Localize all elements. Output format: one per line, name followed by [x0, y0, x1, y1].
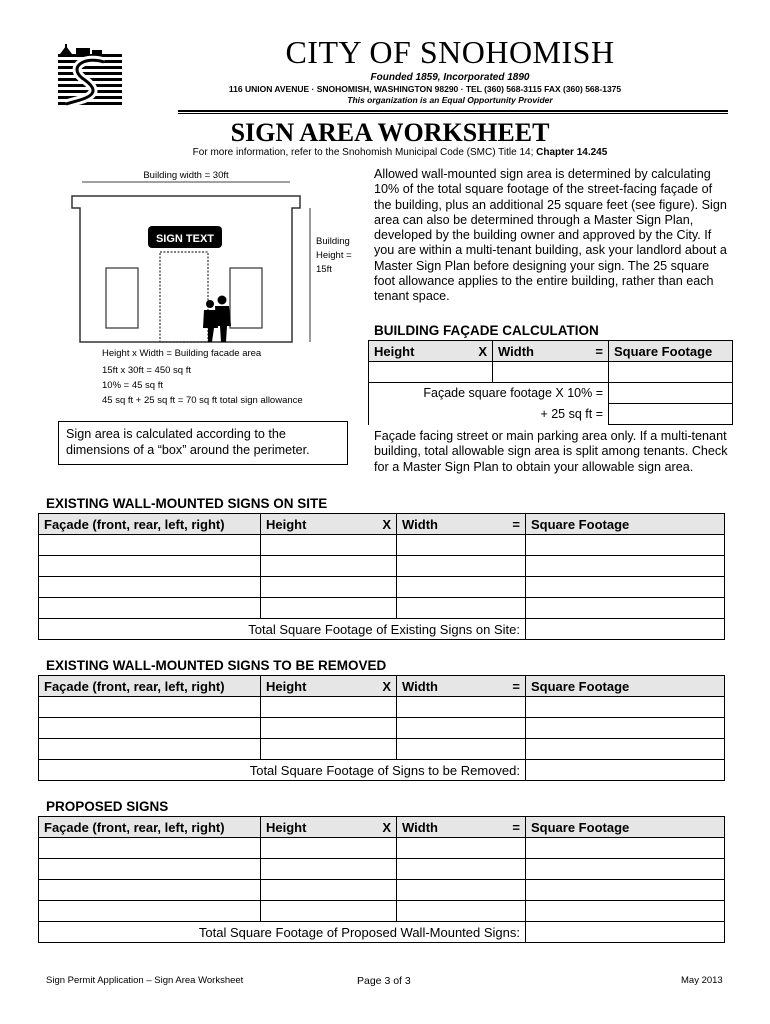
facade-cell[interactable] [39, 880, 261, 901]
building-figure [60, 160, 370, 410]
calc-title: Height x Width = Building facade area [102, 348, 262, 359]
calc-line-1: 15ft x 30ft = 450 sq ft [102, 365, 191, 376]
total-cell[interactable] [526, 760, 725, 781]
col-width: Width [402, 516, 438, 532]
facade-cell[interactable] [39, 598, 261, 619]
width-cell[interactable] [397, 880, 526, 901]
col-eq: = [512, 516, 520, 532]
width-label: Building width = 30ft [143, 170, 229, 181]
sqft-cell[interactable] [526, 577, 725, 598]
facade-percent-row [369, 383, 733, 404]
left-window [106, 268, 138, 328]
col-facade: Façade (front, rear, left, right) [39, 676, 261, 697]
width-cell[interactable] [397, 859, 526, 880]
width-cell[interactable] [397, 697, 526, 718]
total-row [39, 619, 725, 640]
calc-line-3: 45 sq ft + 25 sq ft = 70 sq ft total sign allowance [102, 395, 303, 406]
footer-page-number: Page 3 of 3 [357, 975, 411, 987]
section-proposed-title: PROPOSED SIGNS [46, 799, 169, 814]
col-facade: Façade (front, rear, left, right) [39, 817, 261, 838]
col-eq: = [512, 678, 520, 694]
facade-cell[interactable] [39, 718, 261, 739]
height-label-3: 15ft [316, 264, 332, 275]
facade-plus-label: + 25 sq ft = [369, 404, 609, 425]
city-logo [56, 42, 126, 110]
width-cell[interactable] [397, 739, 526, 760]
sqft-cell[interactable] [526, 535, 725, 556]
facade-cell[interactable] [39, 901, 261, 922]
footer-document-name: Sign Permit Application – Sign Area Worksheet [46, 975, 244, 986]
facade-sqft-cell[interactable] [609, 362, 733, 383]
total-cell[interactable] [526, 619, 725, 640]
width-cell[interactable] [397, 577, 526, 598]
section-removed-title: EXISTING WALL-MOUNTED SIGNS TO BE REMOVED [46, 658, 387, 673]
facade-input-row [369, 362, 733, 383]
facade-calc-header [369, 341, 733, 362]
facade-plus-cell[interactable] [609, 404, 733, 425]
table-row [39, 901, 725, 922]
footer-date: May 2013 [681, 975, 723, 986]
total-label: Total Square Footage of Existing Signs on Site: [39, 619, 526, 640]
total-row [39, 760, 725, 781]
address-line: 116 UNION AVENUE · SNOHOMISH, WASHINGTON 98290 · TEL (360) 568-3115 FAX (360) 568-1375 [228, 84, 622, 94]
founded-line: Founded 1859, Incorporated 1890 [370, 72, 530, 83]
right-window [230, 268, 262, 328]
height-cell[interactable] [261, 838, 397, 859]
height-cell[interactable] [261, 859, 397, 880]
col-sqft: Square Footage [526, 676, 725, 697]
table-row [39, 718, 725, 739]
sqft-cell[interactable] [526, 838, 725, 859]
facade-cell[interactable] [39, 556, 261, 577]
table-header [39, 514, 725, 535]
col-eq: = [512, 819, 520, 835]
facade-cell[interactable] [39, 739, 261, 760]
section-existing-title: EXISTING WALL-MOUNTED SIGNS ON SITE [46, 496, 328, 511]
height-cell[interactable] [261, 598, 397, 619]
facade-cell[interactable] [39, 838, 261, 859]
height-cell[interactable] [261, 718, 397, 739]
col-sqft: Square Footage [526, 514, 725, 535]
worksheet-info [100, 147, 700, 158]
facade-width-cell[interactable] [493, 362, 609, 383]
col-facade: Façade (front, rear, left, right) [39, 514, 261, 535]
existing-signs-table [38, 513, 725, 640]
col-x: X [478, 343, 487, 359]
table-row [39, 535, 725, 556]
facade-percent-label: Façade square footage X 10% = [369, 383, 609, 404]
facade-cell[interactable] [39, 535, 261, 556]
col-sqft: Square Footage [609, 341, 733, 362]
col-width: Width [402, 819, 438, 835]
table-header [39, 676, 725, 697]
total-row [39, 922, 725, 943]
col-width: Width [402, 678, 438, 694]
calc-line-2: 10% = 45 sq ft [102, 380, 163, 391]
col-sqft: Square Footage [526, 817, 725, 838]
facade-cell[interactable] [39, 859, 261, 880]
header-rule-thin [178, 113, 728, 114]
facade-cell[interactable] [39, 577, 261, 598]
calc-note: Façade facing street or main parking area only. If a multi-tenant building, total allowable sign area is split among tenants. Check for a Master Sign Plan to obtain your allowable sign area. [374, 429, 728, 474]
sqft-cell[interactable] [526, 598, 725, 619]
facade-percent-cell[interactable] [609, 383, 733, 404]
sqft-cell[interactable] [526, 718, 725, 739]
col-height: Height [266, 678, 307, 694]
sqft-cell[interactable] [526, 901, 725, 922]
sqft-cell[interactable] [526, 880, 725, 901]
table-row [39, 880, 725, 901]
height-cell[interactable] [261, 880, 397, 901]
height-cell[interactable] [261, 901, 397, 922]
col-width: Width [498, 343, 534, 359]
width-cell[interactable] [397, 598, 526, 619]
equal-opportunity-line: This organization is an Equal Opportunity Provider [347, 95, 553, 105]
total-label: Total Square Footage of Proposed Wall-Mounted Signs: [39, 922, 526, 943]
col-height: Height [266, 516, 307, 532]
pedestrians [203, 296, 231, 343]
info-text: For more information, refer to the Snohomish Municipal Code (SMC) Title 14; [192, 147, 537, 158]
facade-calc-title: BUILDING FAÇADE CALCULATION [374, 323, 599, 338]
width-cell[interactable] [397, 535, 526, 556]
col-x: X [382, 678, 391, 694]
sqft-cell[interactable] [526, 697, 725, 718]
header-rule [178, 110, 728, 112]
intro-paragraph: Allowed wall-mounted sign area is determined by calculating 10% of the total square footage of the street-facing façade of the building, plus an additional 25 square feet (see figure). Sign area can also be determined through a Master Sign Plan, developed by the building owner and approved by the City. If you are within a multi-tenant building, ask your landlord about a Master Sign Plan before designing your sign. The 25 square foot allowance applies to the entire building, rather than each tenant space. [374, 167, 727, 304]
col-height: Height [374, 343, 415, 359]
table-row [39, 838, 725, 859]
height-label-2: Height = [316, 250, 352, 261]
table-header [39, 817, 725, 838]
width-cell[interactable] [397, 838, 526, 859]
height-label-1: Building [316, 236, 350, 247]
removed-signs-table [38, 675, 725, 781]
sqft-cell[interactable] [526, 739, 725, 760]
worksheet-title: SIGN AREA WORKSHEET [230, 118, 550, 147]
sign-panel-text: SIGN TEXT [155, 233, 215, 245]
city-title: CITY OF SNOHOMISH [285, 34, 615, 70]
width-cell[interactable] [397, 556, 526, 577]
sqft-cell[interactable] [526, 556, 725, 577]
proposed-signs-table [38, 816, 725, 943]
col-eq: = [595, 343, 603, 359]
facade-plus-row [369, 404, 733, 425]
height-cell[interactable] [261, 556, 397, 577]
table-row [39, 739, 725, 760]
col-height: Height [266, 819, 307, 835]
facade-cell[interactable] [39, 697, 261, 718]
total-label: Total Square Footage of Signs to be Removed: [39, 760, 526, 781]
height-cell[interactable] [261, 697, 397, 718]
width-cell[interactable] [397, 901, 526, 922]
height-cell[interactable] [261, 535, 397, 556]
facade-height-cell[interactable] [369, 362, 493, 383]
table-row [39, 697, 725, 718]
height-cell[interactable] [261, 739, 397, 760]
table-row [39, 859, 725, 880]
sqft-cell[interactable] [526, 859, 725, 880]
total-cell[interactable] [526, 922, 725, 943]
col-x: X [382, 819, 391, 835]
table-row [39, 556, 725, 577]
width-cell[interactable] [397, 718, 526, 739]
table-row [39, 577, 725, 598]
height-cell[interactable] [261, 577, 397, 598]
col-x: X [382, 516, 391, 532]
table-row [39, 598, 725, 619]
door [160, 252, 208, 342]
info-chapter: Chapter 14.245 [536, 147, 608, 158]
sign-area-note-box: Sign area is calculated according to the dimensions of a “box” around the perimeter. [58, 421, 348, 465]
facade-calc-table [368, 340, 733, 425]
